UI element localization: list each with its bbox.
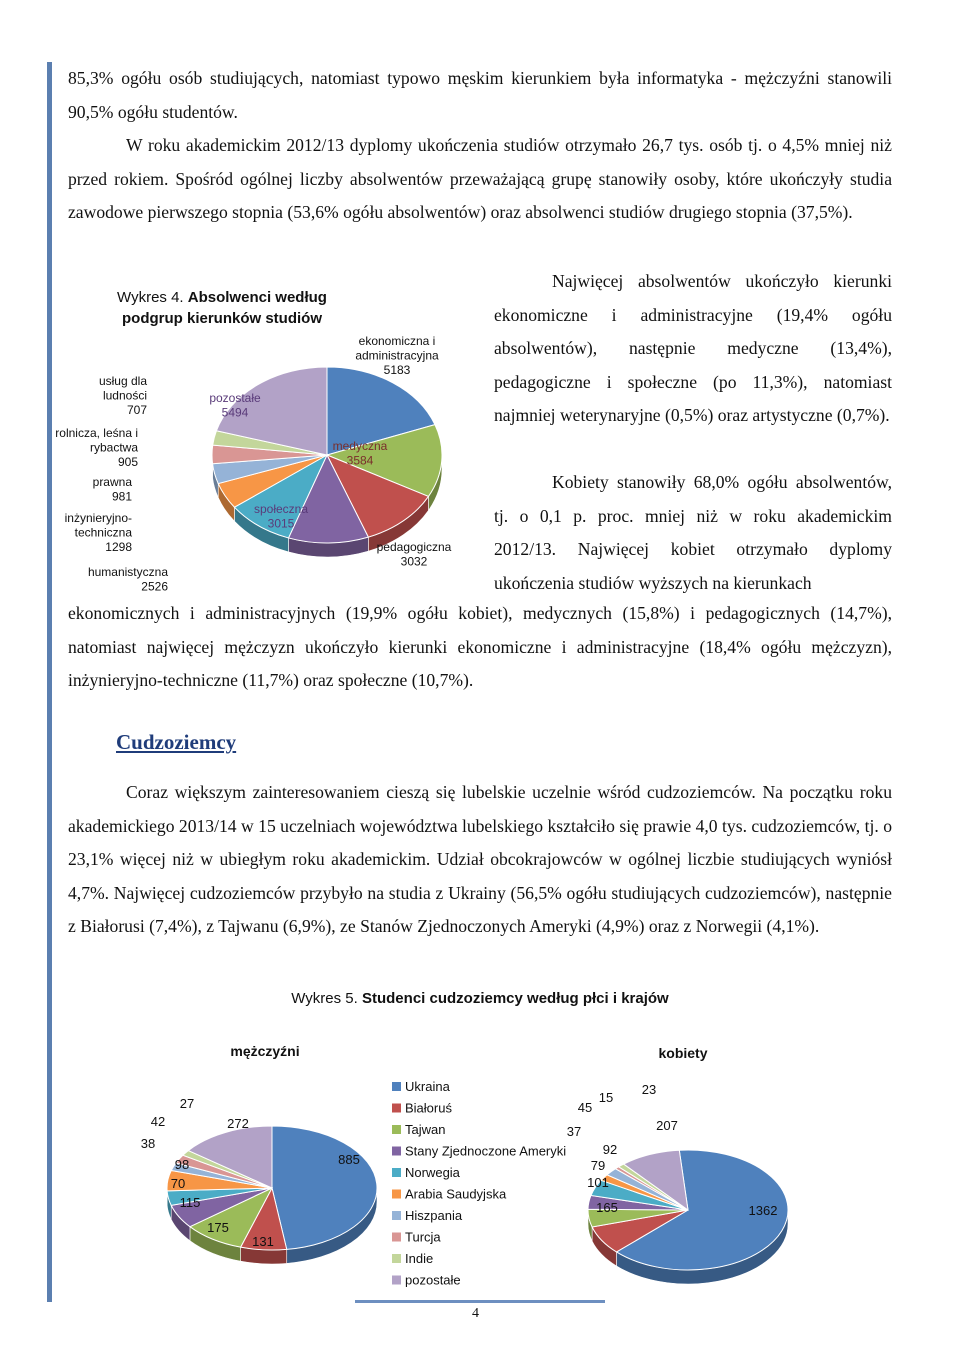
chart-5-legend-label-pozostale: pozostałe bbox=[405, 1272, 461, 1288]
chart-4-label-inzynieryjno-techniczna: inżynieryjno-techniczna 1298 bbox=[64, 511, 132, 554]
chart-5-legend-swatch-stany-zjednoczone-ameryki bbox=[392, 1147, 401, 1156]
chart-5-men-label-arabia-saudyjska: 98 bbox=[174, 1157, 190, 1172]
chart-5-women-label-arabia-saudyjska: 37 bbox=[566, 1124, 582, 1139]
chart-4-title-text: Absolwenci według podgrup kierunków studiów bbox=[122, 289, 327, 327]
chart-5-women-label-norwegia: 92 bbox=[602, 1142, 618, 1157]
chart-5-legend-label-bialorus: Białoruś bbox=[405, 1100, 452, 1116]
chart-5-men-label-tajwan: 175 bbox=[207, 1220, 229, 1235]
chart-5-men-label-norwegia: 70 bbox=[170, 1176, 186, 1191]
paragraph-4b: ekonomicznych i administracyjnych (19,9% ogółu kobiet), medycznych (15,8%) i pedagogicznych (14,7%), natomiast najwięcej mężczyzn ukończyło kierunki ekonomiczne i administracyjne (18,4% ogółu mężczyzn), inżynieryjno-techniczne (11,7%) oraz społeczne (10,7%). bbox=[68, 603, 892, 690]
chart-5-women-label-ukraina: 1362 bbox=[748, 1203, 778, 1218]
chart-4-label-uslug-dla-ludnosci: usług dla ludności 707 bbox=[98, 374, 147, 417]
chart-5-legend-swatch-ukraina bbox=[392, 1082, 401, 1091]
paragraph-1: 85,3% ogółu osób studiujących, natomiast typowo męskim kierunkiem była informatyka - mężczyźni stanowili 90,5% ogółu studentów. bbox=[68, 68, 892, 122]
chart-5-women-label-pozostale: 207 bbox=[656, 1118, 678, 1133]
chart-5-legend-swatch-tajwan bbox=[392, 1125, 401, 1134]
chart-4-label-ekonomiczna-i-administracyjna: ekonomiczna i administracyjna 5183 bbox=[355, 334, 439, 377]
chart-5-men-label-hiszpania: 38 bbox=[140, 1136, 156, 1151]
paragraph-5: Coraz większym zainteresowaniem cieszą się lubelskie uczelnie wśród cudzoziemców. Na początku roku akademickiego 2013/14 w 15 uczelniach województwa lubelskiego kształciło się prawie 4,0 tys. cudzoziemców, tj. o 23,1% więcej niż w ubiegłym roku akademickim. Udział obcokrajowców w ogólnej liczbie studiujących wyniósł 4,7%. Najwięcej cudzoziemców przybyło na studia z Ukrainy (56,5% ogółu studiujących cudzoziemców), następnie z Białorusi (7,4%), z Tajwanu (6,9%), ze Stanów Zjednoczonych Ameryki (4,9%) oraz z Norwegii (4,1%). bbox=[68, 782, 892, 936]
chart-5-men-label-bialorus: 131 bbox=[252, 1234, 274, 1249]
paragraph-2: W roku akademickim 2012/13 dyplomy ukończenia studiów otrzymało 26,7 tys. osób tj. o 4,5% mniej niż przed rokiem. Spośród ogólnej liczby absolwentów przeważającą grupę stanowiły osoby, które ukończyły studia zawodowe pierwszego stopnia (53,6% ogółu absolwentów) oraz absolwenci studiów drugiego stopnia (37,5%). bbox=[68, 135, 892, 222]
chart-4-label-humanistyczna: humanistyczna 2526 bbox=[87, 565, 168, 594]
chart-4-label-pozostale: pozostałe 5494 bbox=[209, 391, 261, 420]
chart-5-pies bbox=[0, 1040, 960, 1290]
chart-5-legend-label-indie: Indie bbox=[405, 1251, 434, 1266]
chart-5-legend-swatch-bialorus bbox=[392, 1104, 401, 1113]
chart-5-legend-swatch-indie bbox=[392, 1254, 401, 1263]
chart-5-series-title-men: mężczyźni bbox=[230, 1043, 300, 1059]
chart-5-legend-label-stany-zjednoczone-ameryki: Stany Zjednoczone Ameryki bbox=[405, 1143, 567, 1159]
chart-5-series-title-women: kobiety bbox=[658, 1045, 708, 1061]
chart-5-legend-label-hiszpania: Hiszpania bbox=[405, 1208, 463, 1223]
chart-5-men-label-turcja: 42 bbox=[150, 1114, 166, 1129]
chart-5-legend-label-norwegia: Norwegia bbox=[405, 1165, 460, 1180]
chart-5-title bbox=[240, 990, 720, 1007]
chart-5-men-label-ukraina: 885 bbox=[338, 1152, 360, 1167]
chart-5-legend-swatch-pozostale bbox=[392, 1276, 401, 1285]
chart-5-men-label-pozostale: 272 bbox=[227, 1116, 249, 1131]
chart-5-legend-label-turcja: Turcja bbox=[405, 1229, 441, 1245]
chart-5-legend-swatch-arabia-saudyjska bbox=[392, 1190, 401, 1199]
chart-4-label-pedagogiczna: pedagogiczna 3032 bbox=[376, 540, 452, 569]
footer-line bbox=[355, 1300, 605, 1303]
chart-4-title-prefix: Wykres 4. bbox=[117, 289, 184, 306]
chart-4-pie bbox=[52, 285, 492, 595]
chart-5-women-label-stany-zjednoczone-ameryki: 79 bbox=[590, 1158, 606, 1173]
chart-4-label-rolnicza-lesna-i-rybactwa: rolnicza, leśna i rybactwa 905 bbox=[55, 426, 138, 469]
chart-4-label-medyczna: medyczna 3584 bbox=[332, 439, 388, 468]
paragraph-4a: Kobiety stanowiły 68,0% ogółu absolwentów, tj. o 0,1 p. proc. mniej niż w roku akademickim 2012/13. Najwięcej kobiet otrzymało dyplomy ukończenia studiów wyższych na kierunkach bbox=[494, 472, 892, 593]
paragraph-3: Najwięcej absolwentów ukończyło kierunki ekonomiczne i administracyjne (19,4% ogółu absolwentów), następnie medyczne (13,4%), pedagogiczne i społeczne (po 11,3%), natomiast najmniej weterynaryjne (0,5%) oraz artystyczne (0,7%). bbox=[494, 271, 892, 425]
chart-5-women-label-bialorus: 165 bbox=[596, 1200, 618, 1215]
chart-5-legend-label-arabia-saudyjska: Arabia Saudyjska bbox=[405, 1186, 507, 1202]
section-heading: Cudzoziemcy bbox=[116, 730, 237, 754]
chart-5-legend-label-ukraina: Ukraina bbox=[405, 1079, 450, 1094]
chart-5-title-text: Studenci cudzoziemcy według płci i krajów bbox=[361, 990, 669, 1007]
chart-5-legend-swatch-turcja bbox=[392, 1233, 401, 1242]
chart-4-label-prawna: prawna 981 bbox=[92, 475, 132, 504]
chart-4-label-spoleczna: społeczna 3015 bbox=[253, 502, 309, 531]
chart-5-men-label-stany-zjednoczone-ameryki: 115 bbox=[179, 1195, 201, 1210]
chart-5-women-label-tajwan: 101 bbox=[587, 1175, 609, 1190]
chart-4 bbox=[52, 285, 492, 595]
chart-5-legend-label-tajwan: Tajwan bbox=[405, 1122, 446, 1137]
page-number: 4 bbox=[472, 1306, 479, 1321]
chart-5-men-label-indie: 27 bbox=[179, 1096, 195, 1111]
chart-5-women-label-indie: 23 bbox=[641, 1082, 657, 1097]
chart-5-women-label-turcja: 15 bbox=[598, 1090, 614, 1105]
chart-5-title-prefix: Wykres 5. bbox=[291, 990, 358, 1007]
chart-5-women-label-hiszpania: 45 bbox=[577, 1100, 593, 1115]
chart-5-legend-swatch-hiszpania bbox=[392, 1211, 401, 1220]
chart-5-legend-swatch-norwegia bbox=[392, 1168, 401, 1177]
